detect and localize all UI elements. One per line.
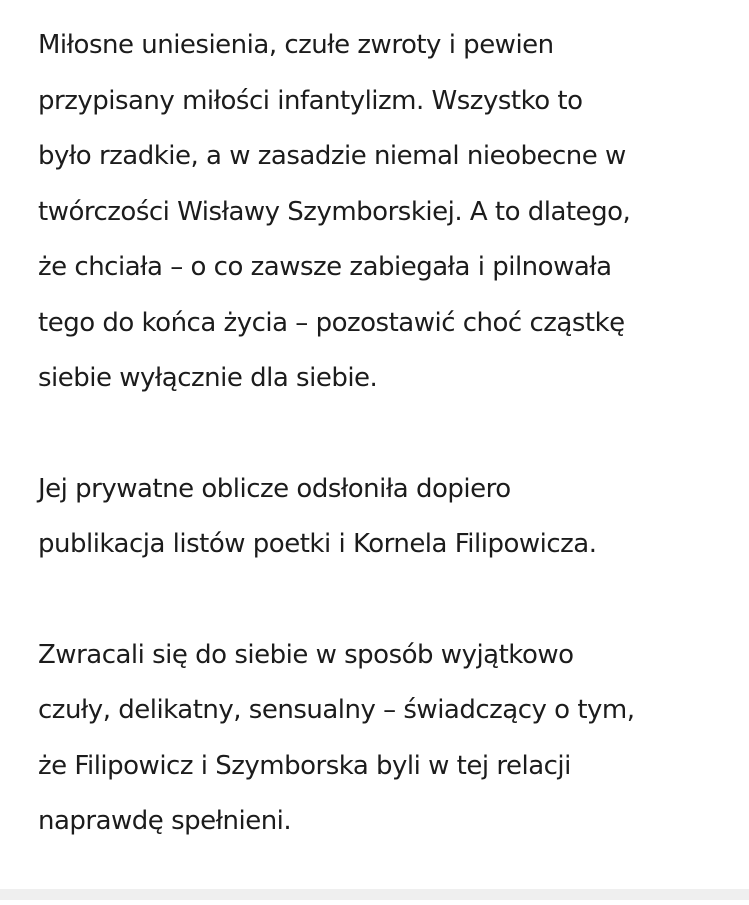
text-line: że Filipowicz i Szymborska byli w tej relacji: [38, 750, 571, 781]
paragraph-1: [38, 18, 718, 407]
text-line: twórczości Wisławy Szymborskiej. A to dlatego,: [38, 196, 631, 227]
text-line: tego do końca życia – pozostawić choć cząstkę: [38, 307, 625, 338]
text-line: przypisany miłości infantylizm. Wszystko to: [38, 85, 583, 116]
text-line: Zwracali się do siebie w sposób wyjątkowo: [38, 639, 574, 670]
text-line: czuły, delikatny, sensualny – świadczący o tym,: [38, 695, 635, 725]
text-line: publikacja listów poetki i Kornela Filipowicza.: [38, 529, 597, 559]
text-line: że chciała – o co zawsze zabiegała i pilnowała: [38, 252, 612, 282]
article-body: [38, 18, 718, 905]
bottom-divider: [0, 889, 749, 900]
text-line: Jej prywatne oblicze odsłoniła dopiero: [38, 473, 511, 504]
paragraph-3: [38, 628, 718, 850]
text-line: siebie wyłącznie dla siebie.: [38, 363, 378, 393]
text-line: Miłosne uniesienia, czułe zwroty i pewien: [38, 30, 554, 60]
text-line: naprawdę spełnieni.: [38, 806, 292, 836]
text-line: było rzadkie, a w zasadzie niemal nieobecne w: [38, 141, 626, 171]
paragraph-2: [38, 462, 718, 573]
